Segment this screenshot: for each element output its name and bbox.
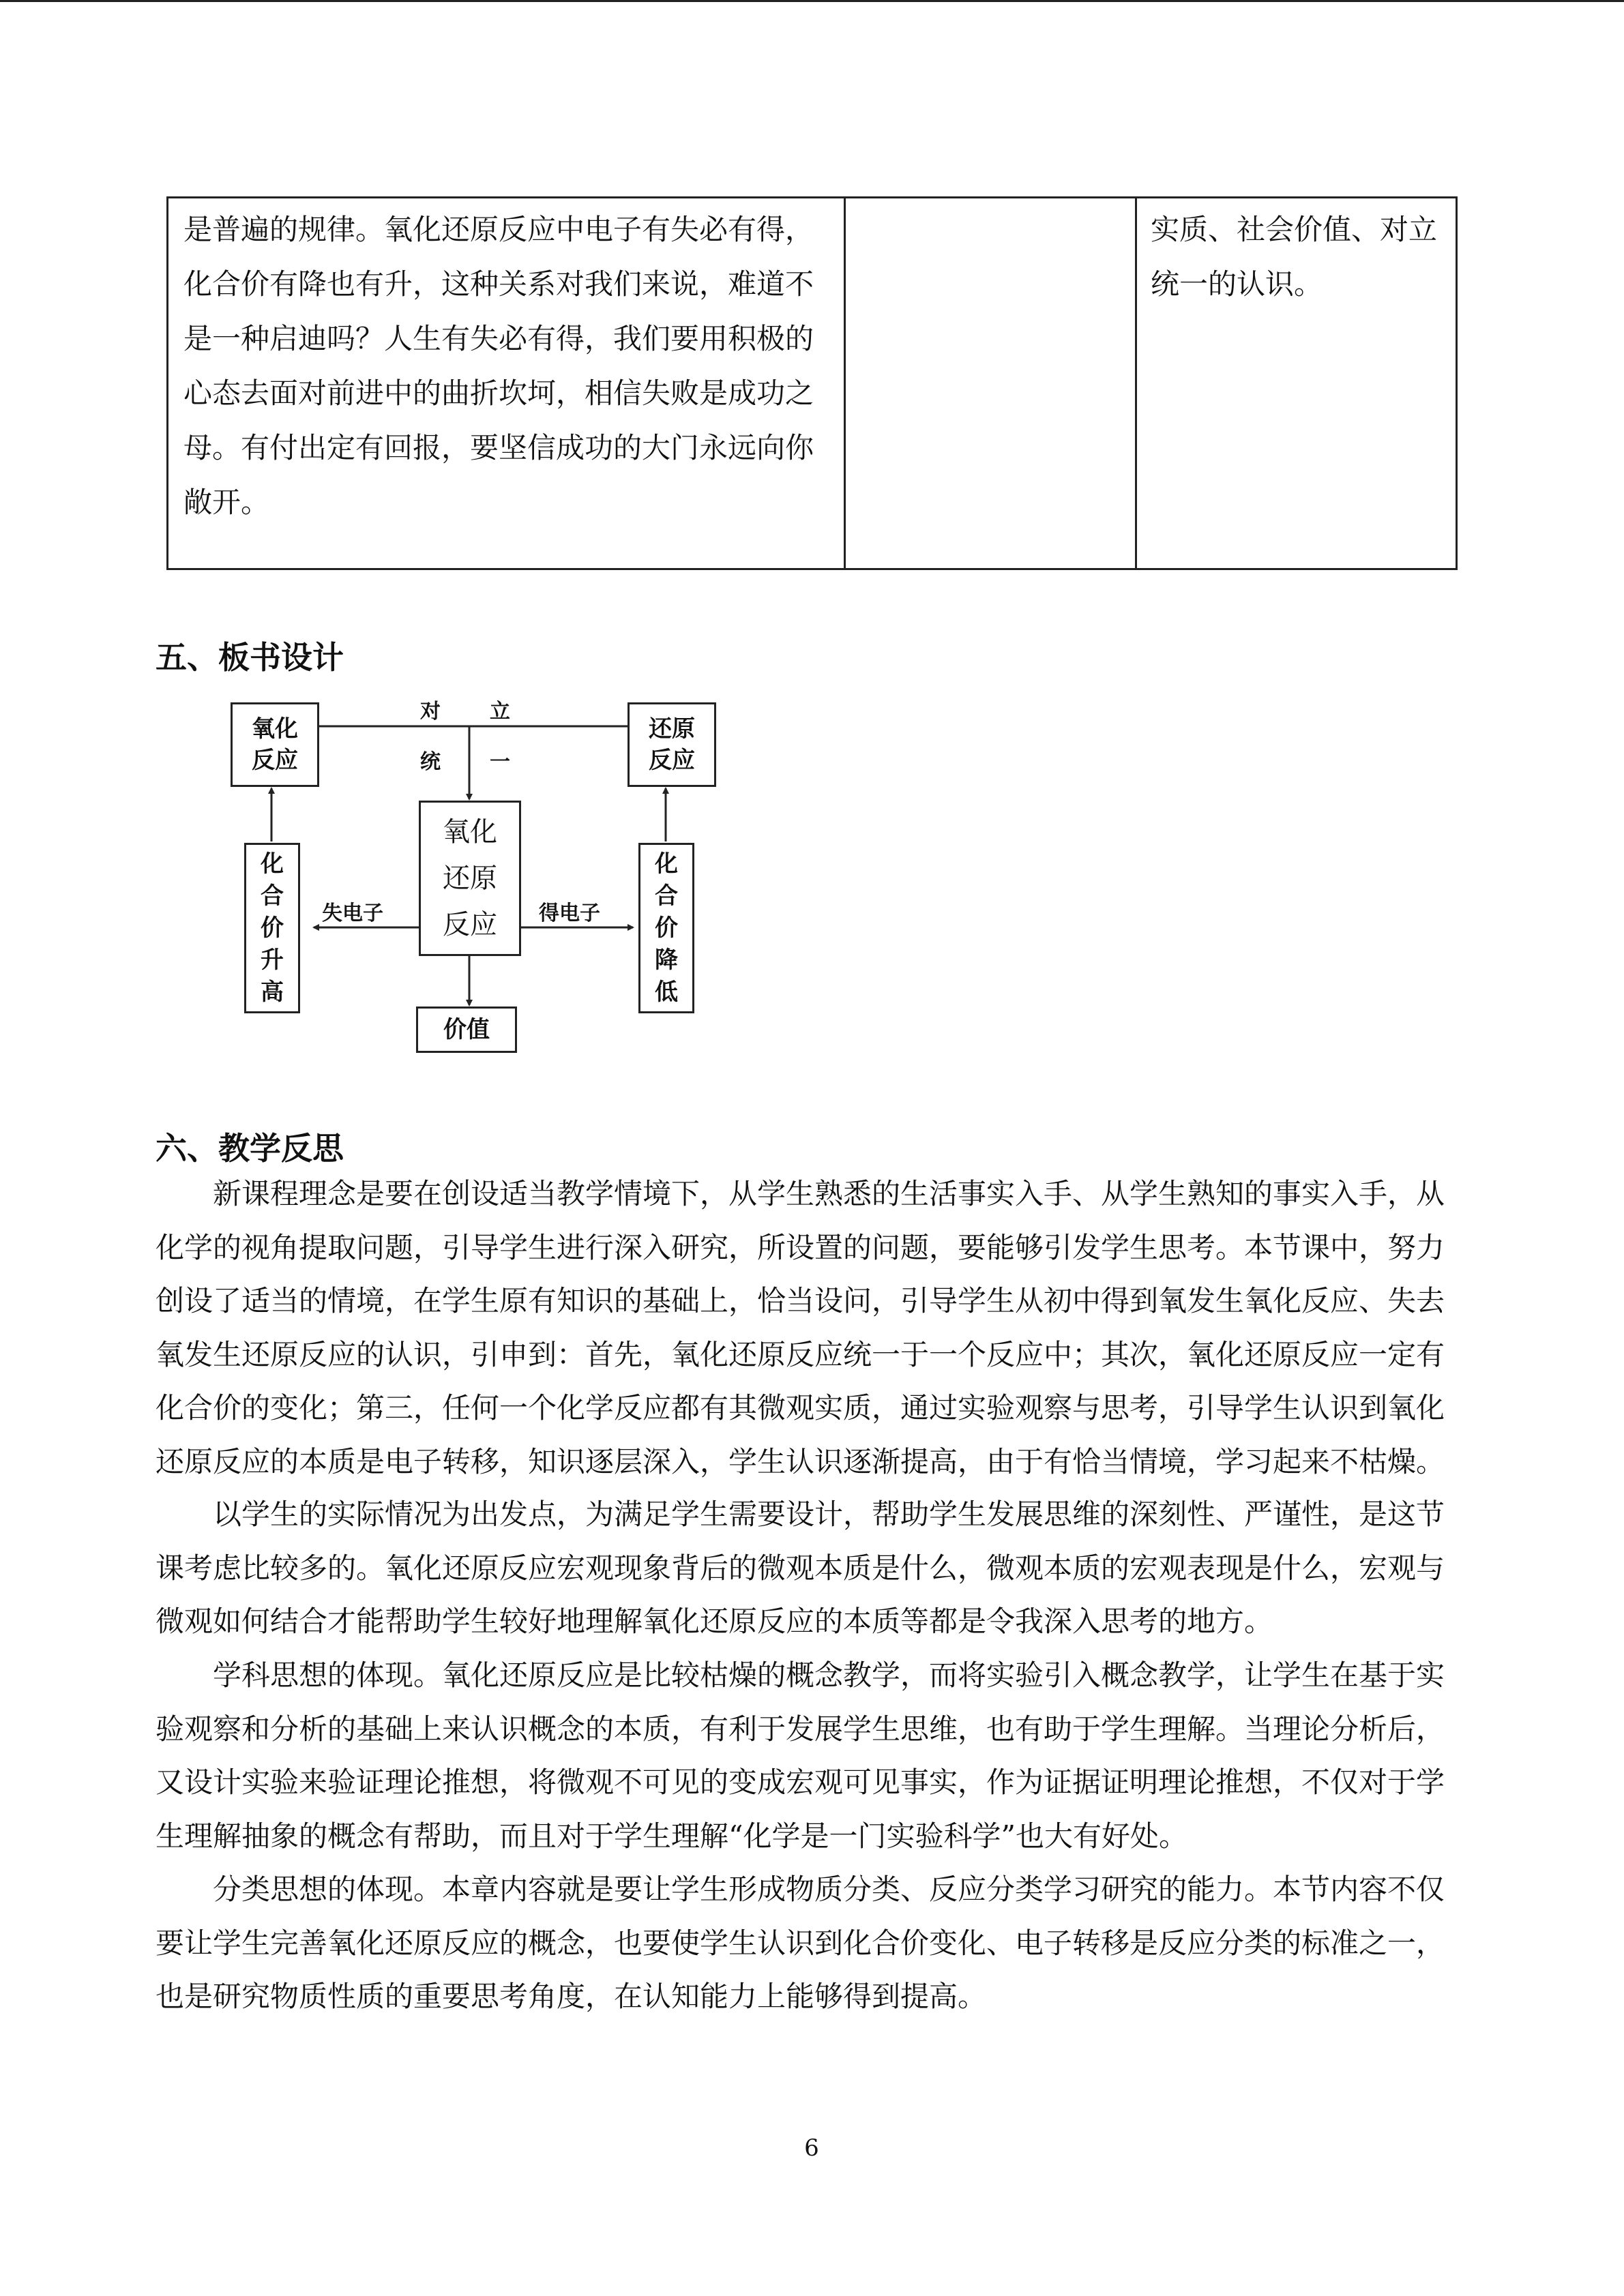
table-cell-line: 心态去面对前进中的曲折坎坷，相信失败是成功之 xyxy=(183,376,814,410)
paragraph-line: 分类思想的体现。本章内容就是要让学生形成物质分类、反应分类学习研究的能力。本节内容不仅 xyxy=(213,1873,1445,1906)
box-value: 价值 xyxy=(416,1007,517,1053)
paragraph-line: 化合价的变化；第三，任何一个化学反应都有其微观实质，通过实验观察与思考，引导学生认识到氧化 xyxy=(156,1391,1445,1425)
table-column-divider xyxy=(844,198,846,568)
label-tong: 统 xyxy=(420,750,441,774)
label-dui: 对 xyxy=(420,700,441,724)
box-char: 合 xyxy=(655,882,678,910)
board-design-diagram xyxy=(205,687,750,1069)
box-char: 升 xyxy=(261,946,284,974)
box-oxidation-reaction xyxy=(231,702,319,787)
label-yi: 一 xyxy=(490,750,510,774)
paragraph-line: 验观察和分析的基础上来认识概念的本质，有利于发展学生思维，也有助于学生理解。当理论分析后， xyxy=(156,1712,1445,1746)
table-cell-goals xyxy=(1151,203,1451,312)
paragraph-line: 课考虑比较多的。氧化还原反应宏观现象背后的微观本质是什么，微观本质的宏观表现是什么，宏观与 xyxy=(156,1551,1445,1585)
box-line: 还原 xyxy=(443,863,497,894)
box-char: 降 xyxy=(655,946,678,974)
lesson-table-fragment xyxy=(166,196,1458,570)
box-valence-increase xyxy=(244,843,300,1013)
box-line: 还原 xyxy=(649,715,695,743)
box-valence-decrease xyxy=(638,843,694,1013)
box-line: 氧化 xyxy=(252,715,298,743)
paragraph-line: 化学的视角提取问题，引导学生进行深入研究，所设置的问题，要能够引发学生思考。本节课中，努力 xyxy=(156,1230,1445,1264)
table-cell-line: 化合价有降也有升，这种关系对我们来说，难道不 xyxy=(183,267,814,301)
paragraph-line: 微观如何结合才能帮助学生较好地理解氧化还原反应的本质等都是令我深入思考的地方。 xyxy=(156,1605,1273,1638)
box-char: 价 xyxy=(655,914,678,942)
paragraph-line: 生理解抽象的概念有帮助，而且对于学生理解“化学是一门实验科学”也大有好处。 xyxy=(156,1819,1187,1853)
paragraph-line: 以学生的实际情况为出发点，为满足学生需要设计，帮助学生发展思维的深刻性、严谨性，是这节 xyxy=(213,1497,1445,1531)
paragraph-line: 新课程理念是要在创设适当教学情境下，从学生熟悉的生活事实入手、从学生熟知的事实入手，从 xyxy=(213,1177,1445,1210)
table-cell-line: 实质、社会价值、对立 xyxy=(1151,213,1438,246)
paragraph-line: 要让学生完善氧化还原反应的概念，也要使学生认识到化合价变化、电子转移是反应分类的标准之一， xyxy=(156,1926,1445,1960)
box-line: 反应 xyxy=(649,747,695,774)
table-cell-content xyxy=(183,203,838,530)
paragraph-line: 学科思想的体现。氧化还原反应是比较枯燥的概念教学，而将实验引入概念教学，让学生在基于实 xyxy=(213,1658,1445,1692)
paragraph xyxy=(156,1488,1445,1649)
label-li: 立 xyxy=(490,700,510,724)
paragraph xyxy=(156,1649,1445,1863)
box-line: 反应 xyxy=(443,909,497,940)
table-cell-line: 敞开。 xyxy=(183,486,270,519)
box-line: 氧化 xyxy=(443,816,497,848)
paragraph-line: 也是研究物质性质的重要思考角度，在认知能力上能够得到提高。 xyxy=(156,1980,987,2013)
box-char: 价 xyxy=(261,914,284,942)
box-char: 低 xyxy=(655,978,678,1006)
label-lose-electrons: 失电子 xyxy=(322,901,383,925)
paragraph-line: 氧发生还原反应的认识，引申到：首先，氧化还原反应统一于一个反应中；其次，氧化还原反应一定有 xyxy=(156,1337,1445,1371)
paragraph xyxy=(156,1167,1445,1489)
section-heading-board-design: 五、板书设计 xyxy=(156,639,344,676)
section-heading-teaching-reflection: 六、教学反思 xyxy=(156,1130,344,1167)
box-char: 化 xyxy=(261,850,284,878)
box-redox-reaction xyxy=(419,801,521,956)
page-top-border xyxy=(0,0,1624,2)
table-cell-line: 是普遍的规律。氧化还原反应中电子有失必有得， xyxy=(183,213,814,246)
box-char: 化 xyxy=(655,850,678,878)
paragraph-line: 又设计实验来验证理论推想，将微观不可见的变成宏观可见事实，作为证据证明理论推想，不仅对于学 xyxy=(156,1765,1445,1799)
page-number: 6 xyxy=(804,2134,819,2162)
box-char: 合 xyxy=(261,882,284,910)
table-cell-line: 统一的认识。 xyxy=(1151,267,1323,301)
paragraph-line: 创设了适当的情境，在学生原有知识的基础上，恰当设问，引导学生从初中得到氧发生氧化反应、失去 xyxy=(156,1284,1445,1317)
box-reduction-reaction xyxy=(628,702,716,787)
paragraph xyxy=(156,1863,1445,2024)
label-gain-electrons: 得电子 xyxy=(539,901,600,925)
box-line: 反应 xyxy=(252,747,298,774)
paragraph-line: 还原反应的本质是电子转移，知识逐层深入，学生认识逐渐提高，由于有恰当情境，学习起来不枯燥。 xyxy=(156,1444,1445,1478)
table-cell-line: 是一种启迪吗？人生有失必有得，我们要用积极的 xyxy=(183,322,814,355)
box-char: 高 xyxy=(261,978,284,1006)
table-cell-line: 母。有付出定有回报，要坚信成功的大门永远向你 xyxy=(183,431,814,464)
table-column-divider xyxy=(1135,198,1137,568)
